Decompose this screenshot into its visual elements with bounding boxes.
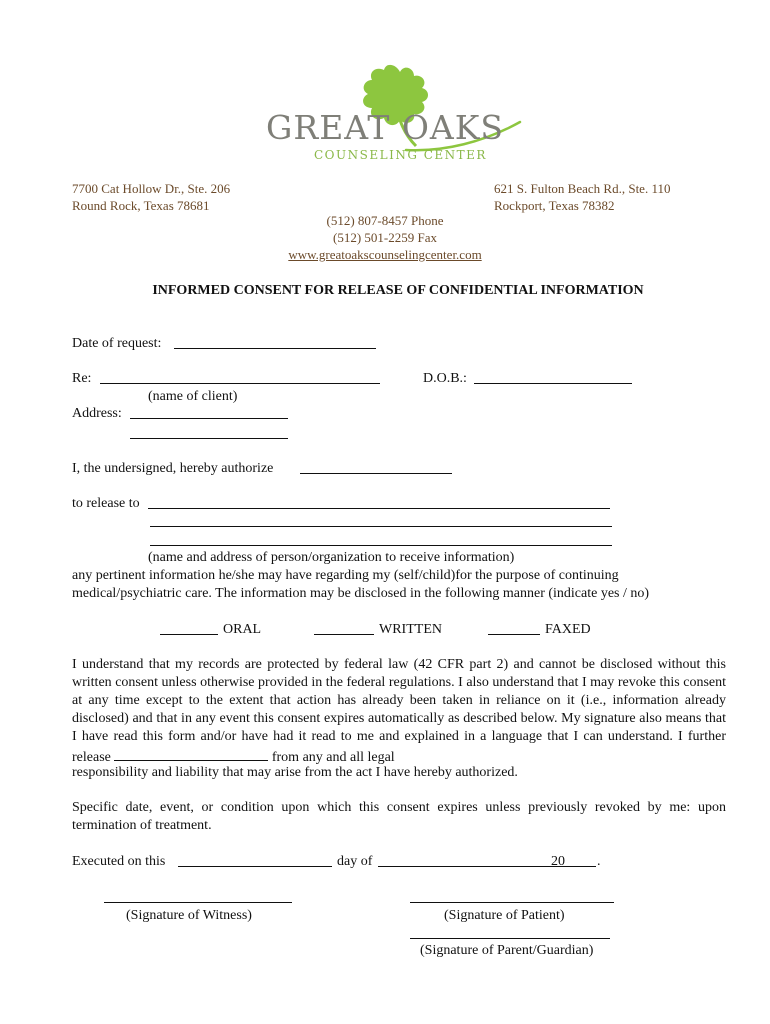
website-link[interactable]: www.greatoakscounselingcenter.com	[288, 247, 482, 262]
sig-patient-caption: (Signature of Patient)	[444, 908, 565, 923]
executed-on-label: Executed on this	[72, 854, 166, 869]
sig-parent-caption: (Signature of Parent/Guardian)	[420, 943, 594, 958]
address-field-line2[interactable]	[130, 424, 288, 439]
oral-field[interactable]	[160, 620, 218, 635]
dob-field[interactable]	[474, 369, 632, 384]
dob-label: D.O.B.:	[423, 371, 467, 386]
faxed-field[interactable]	[488, 620, 540, 635]
date-of-request-label: Date of request:	[72, 336, 162, 351]
day-of-label: day of	[337, 854, 373, 869]
written-field[interactable]	[314, 620, 374, 635]
brand-name: GREAT OAKS	[266, 108, 504, 147]
legal-paragraph	[72, 656, 726, 767]
client-name-field[interactable]	[100, 369, 380, 384]
option-faxed: FAXED	[545, 622, 591, 637]
year-prefix: 20	[551, 854, 565, 869]
sig-witness-caption: (Signature of Witness)	[126, 908, 252, 923]
legal-text: I understand that my records are protected by federal law (42 CFR part 2) and cannot be disclosed without this written consent unless otherwise provided in the federal regulations. I also understand that I may revoke this consent at any time except to the extent that action has already been taken in reliance on it (i.e., information already disclosed) and that in any event this consent expires automatically as described below. My signature also means that I have read this form and/or have had it read to me and explained in a language that I can understand. I further release	[72, 657, 726, 765]
fax-number: (512) 501-2259 Fax	[333, 230, 437, 245]
legal-text-continued: from any and all legal	[271, 750, 395, 765]
release-to-label: to release to	[72, 496, 140, 511]
right-address-line2: Rockport, Texas 78382	[494, 198, 615, 213]
date-of-request-field[interactable]	[174, 334, 376, 349]
witness-signature-line[interactable]	[104, 888, 292, 903]
pertinent-info-line1: any pertinent information he/she may have regarding my (self/child)for the purpose of continuing	[72, 568, 619, 583]
recipient-caption: (name and address of person/organization to receive information)	[148, 550, 515, 565]
address-label: Address:	[72, 406, 122, 421]
recipient-field-line2[interactable]	[150, 512, 612, 527]
executed-day-field[interactable]	[178, 852, 332, 867]
release-party-field[interactable]	[114, 746, 268, 761]
right-address-line1: 621 S. Fulton Beach Rd., Ste. 110	[494, 181, 671, 196]
logo	[262, 62, 542, 172]
recipient-field-line1[interactable]	[148, 494, 610, 509]
option-oral: ORAL	[223, 622, 262, 637]
re-label: Re:	[72, 371, 92, 386]
recipient-field-line3[interactable]	[150, 531, 612, 546]
parent-signature-line[interactable]	[410, 924, 610, 939]
address-field-line1[interactable]	[130, 404, 288, 419]
pertinent-info-line2: medical/psychiatric care. The information may be disclosed in the following manner (indicate yes / no)	[72, 586, 650, 601]
brand-tagline: COUNSELING CENTER	[314, 148, 487, 162]
authorize-text: I, the undersigned, hereby authorize	[72, 461, 274, 476]
name-of-client-caption: (name of client)	[148, 389, 238, 404]
left-address-line2: Round Rock, Texas 78681	[72, 198, 210, 213]
option-written: WRITTEN	[379, 622, 442, 637]
left-address-line1: 7700 Cat Hollow Dr., Ste. 206	[72, 181, 231, 196]
authorized-party-field[interactable]	[300, 459, 452, 474]
expiration-paragraph: Specific date, event, or condition upon which this consent expires unless previously revoked by me: upon termination of treatment.	[72, 800, 726, 833]
form-title: INFORMED CONSENT FOR RELEASE OF CONFIDENTIAL INFORMATION	[152, 283, 644, 298]
executed-end: .	[597, 854, 601, 869]
legal-last-line: responsibility and liability that may arise from the act I have hereby authorized.	[72, 765, 518, 780]
phone-number: (512) 807-8457 Phone	[326, 213, 444, 228]
patient-signature-line[interactable]	[410, 888, 614, 903]
